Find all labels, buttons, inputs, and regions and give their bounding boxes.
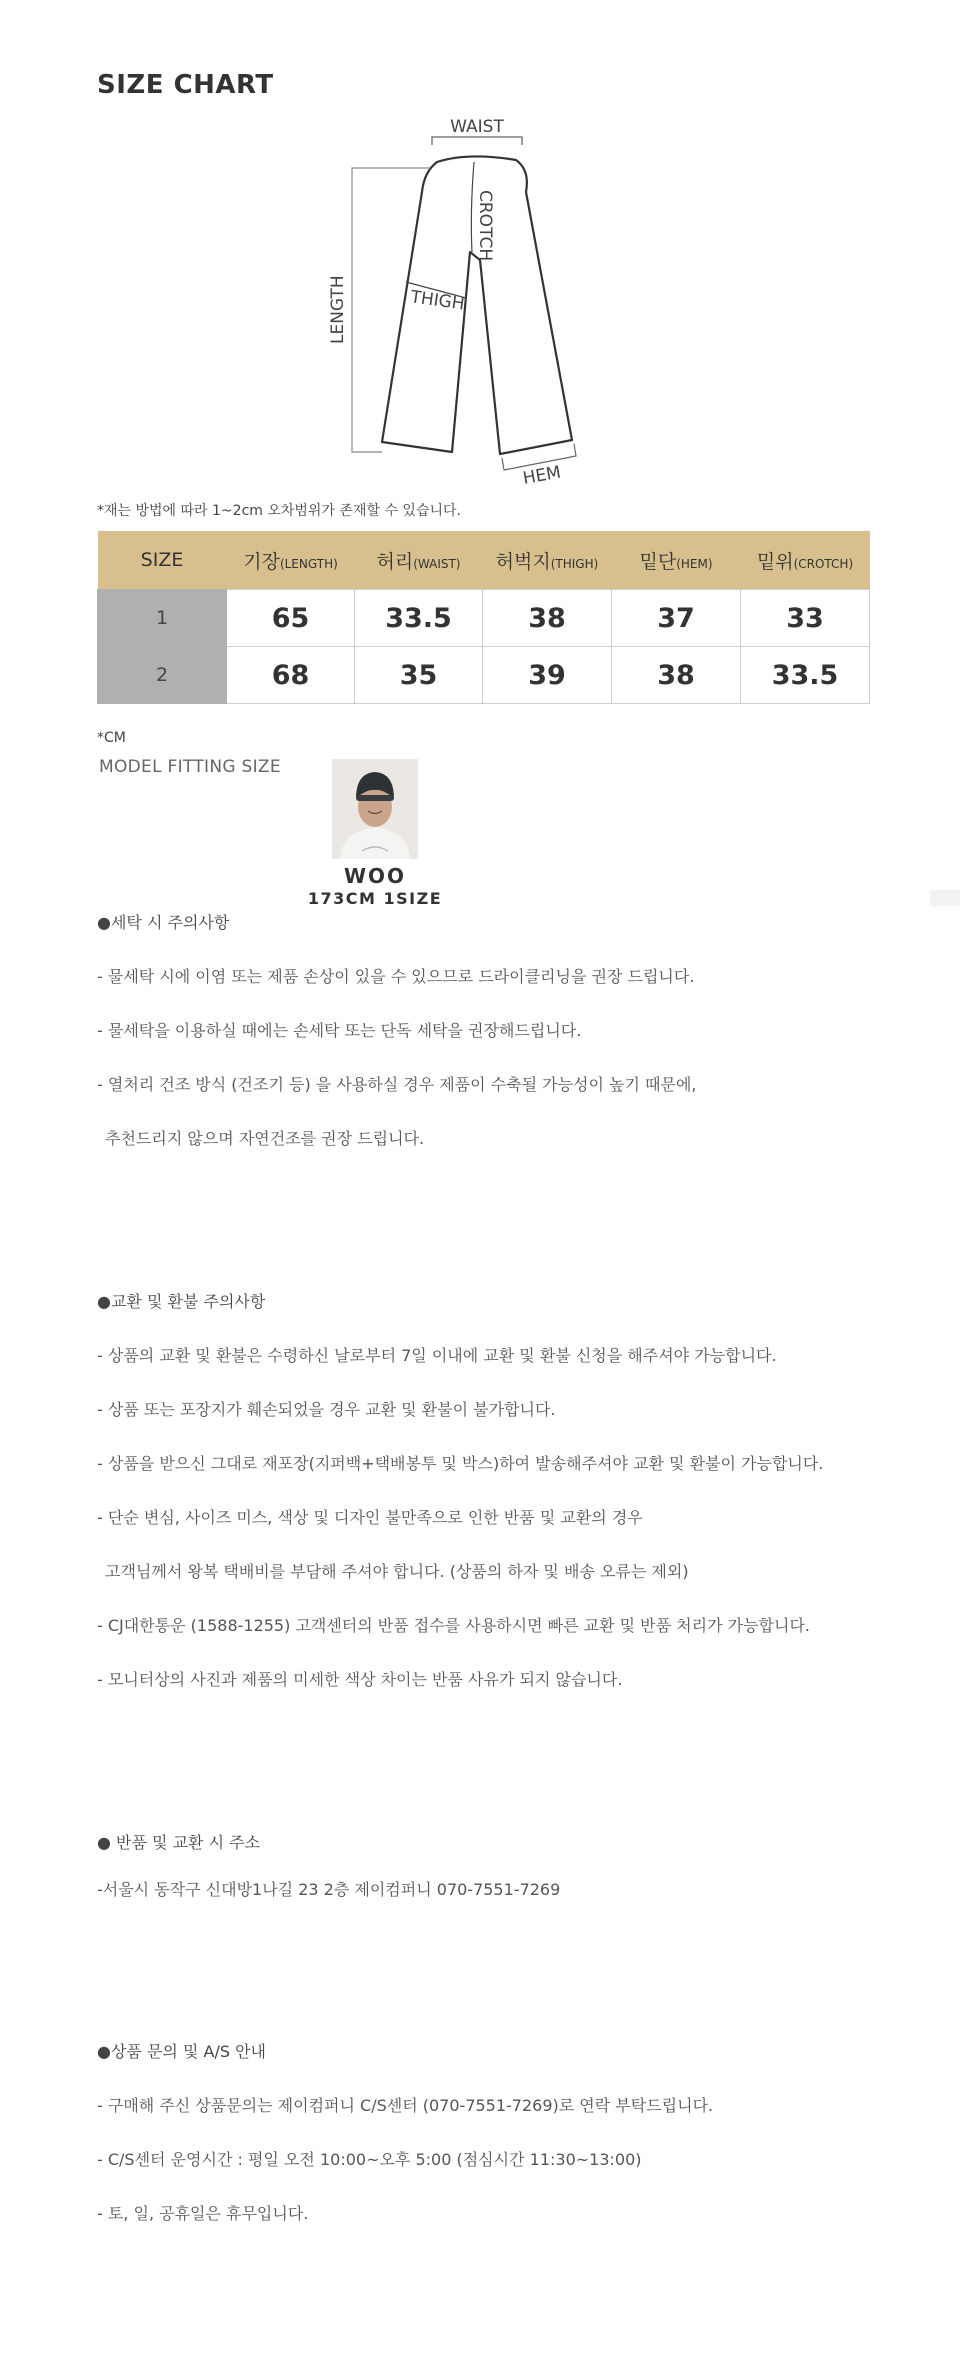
waist-label: WAIST [450,117,504,137]
unit-label: *CM [97,730,126,746]
header-main: 기장 [243,550,280,573]
header-sub: (LENGTH) [279,556,338,571]
size-table [97,531,870,704]
crotch-label: CROTCH [475,190,495,262]
section-line: - 토, 일, 공휴일은 휴무입니다. [97,2204,309,2223]
table-cell: 33.5 [741,647,870,704]
measurement-note: *재는 방법에 따라 1~2cm 오차범위가 존재할 수 있습니다. [97,503,461,519]
section-line: - 상품의 교환 및 환불은 수령하신 날로부터 7일 이내에 교환 및 환불 신청을 해주셔야 가능합니다. [97,1346,777,1365]
table-row [98,647,870,704]
table-row [98,590,870,647]
length-label: LENGTH [328,275,348,344]
header-sub: (THIGH) [550,556,599,571]
header-main: 허리 [376,550,414,573]
header-main: 허벅지 [495,550,551,573]
section-line: -서울시 동작구 신대방1나길 23 2층 제이컴퍼니 070-7551-7269 [97,1880,561,1899]
col-header-length [227,531,355,590]
section-line: - 모니터상의 사진과 제품의 미세한 색상 차이는 반품 사유가 되지 않습니다. [97,1670,623,1689]
section-line: - 상품을 받으신 그대로 재포장(지퍼백+택배봉투 및 박스)하여 발송해주셔야 교환 및 환불이 가능합니다. [97,1454,824,1473]
section-heading-exchange: ●교환 및 환불 주의사항 [97,1292,266,1311]
table-cell: 39 [483,647,612,704]
col-header-hem [612,531,741,590]
model-name: WOO [343,864,407,888]
section-line: - 열처리 건조 방식 (건조기 등) 을 사용하실 경우 제품이 수축될 가능성이 높기 때문에, [97,1075,697,1094]
section-line: - 단순 변심, 사이즈 미스, 색상 및 디자인 불만족으로 인한 반품 및 교환의 경우 [97,1508,643,1527]
size-cell: 1 [98,590,227,647]
section-line: 추천드리지 않으며 자연건조를 권장 드립니다. [105,1129,425,1148]
model-fitting-label: MODEL FITTING SIZE [99,757,281,777]
model-photo [332,759,418,859]
table-cell: 65 [227,590,355,647]
col-header-crotch [741,531,870,590]
header-sub: (HEM) [676,556,713,571]
model-size: 173CM 1SIZE [307,889,443,908]
header-main: SIZE [140,549,184,571]
header-sub: (CROTCH) [793,556,854,571]
thigh-label: THIGH [409,287,466,315]
section-line: - C/S센터 운영시간 : 평일 오전 10:00~오후 5:00 (점심시간 11:30~13:00) [97,2150,642,2169]
section-line: - CJ대한통운 (1588-1255) 고객센터의 반품 접수를 사용하시면 빠른 교환 및 반품 처리가 가능합니다. [97,1616,810,1635]
hem-label: HEM [521,462,563,489]
table-cell: 38 [483,590,612,647]
section-line: - 상품 또는 포장지가 훼손되었을 경우 교환 및 환불이 불가합니다. [97,1400,556,1419]
table-cell: 38 [612,647,741,704]
page-title: SIZE CHART [97,70,274,100]
col-header-size [98,531,227,590]
table-cell: 33 [741,590,870,647]
table-cell: 37 [612,590,741,647]
section-line: - 물세탁을 이용하실 때에는 손세탁 또는 단독 세탁을 권장해드립니다. [97,1021,582,1040]
table-cell: 35 [355,647,483,704]
size-cell: 2 [98,647,227,704]
size-table-header [98,531,870,590]
section-line: 고객님께서 왕복 택배비를 부담해 주셔야 합니다. (상품의 하자 및 배송 오류는 제외) [105,1562,689,1581]
table-cell: 33.5 [355,590,483,647]
section-line: - 구매해 주신 상품문의는 제이컴퍼니 C/S센터 (070-7551-7269)로 연락 부탁드립니다. [97,2096,714,2115]
section-line: - 물세탁 시에 이염 또는 제품 손상이 있을 수 있으므로 드라이클리닝을 권장 드립니다. [97,967,695,986]
header-sub: (WAIST) [413,556,461,571]
pants-diagram [320,112,600,492]
header-main: 밑단 [639,550,677,573]
section-heading-washing: ●세탁 시 주의사항 [97,913,230,932]
header-main: 밑위 [756,550,794,573]
col-header-thigh [483,531,612,590]
col-header-waist [355,531,483,590]
side-marker [930,890,960,906]
section-heading-address: ● 반품 및 교환 시 주소 [97,1833,261,1852]
section-heading-inquiry: ●상품 문의 및 A/S 안내 [97,2042,266,2061]
table-cell: 68 [227,647,355,704]
